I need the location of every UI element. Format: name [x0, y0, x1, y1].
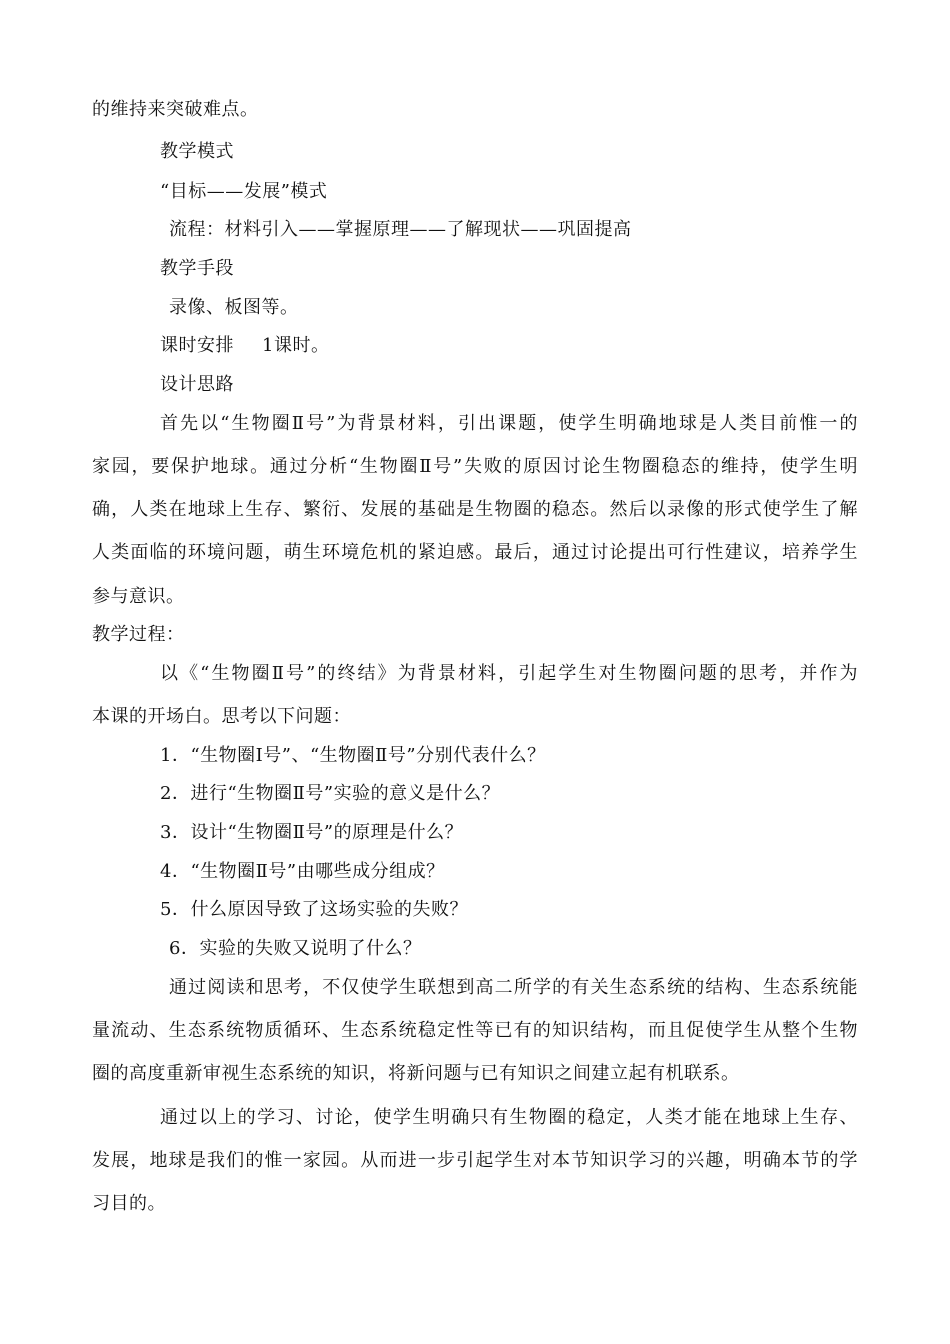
- paragraph-design-line-5: 参与意识。: [92, 586, 185, 607]
- paragraph-design-line-2: 家园，要保护地球。通过分析“生物圈Ⅱ号”失败的原因讨论生物圈稳态的维持，使学生明: [92, 456, 858, 477]
- paragraph-design-line-4: 人类面临的环境问题，萌生环境危机的紧迫感。最后，通过讨论提出可行性建议，培养学生: [92, 542, 858, 563]
- paragraph-design-line-1: 首先以“生物圈Ⅱ号”为背景材料，引出课题，使学生明确地球是人类目前惟一的: [160, 413, 858, 434]
- question-2: 2．进行“生物圈Ⅱ号”实验的意义是什么？: [160, 783, 501, 804]
- heading-teaching-means: 教学手段: [160, 258, 234, 279]
- text-line-means: 录像、板图等。: [169, 297, 299, 318]
- question-1: 1．“生物圈Ⅰ号”、“生物圈Ⅱ号”分别代表什么？: [160, 745, 546, 766]
- question-4: 4．“生物圈Ⅱ号”由哪些成分组成？: [160, 861, 445, 882]
- heading-class-hours: 课时安排: [160, 335, 234, 356]
- paragraph-summary-line-3: 习目的。: [92, 1193, 166, 1214]
- text-line-mode: “目标——发展”模式: [160, 181, 328, 202]
- heading-teaching-mode: 教学模式: [160, 141, 234, 162]
- paragraph-summary-line-1: 通过以上的学习、讨论，使学生明确只有生物圈的稳定，人类才能在地球上生存、: [160, 1107, 858, 1128]
- paragraph-intro-line-1: 以《“生物圈Ⅱ号”的终结》为背景材料，引起学生对生物圈问题的思考，并作为: [160, 663, 858, 684]
- paragraph-summary-line-2: 发展，地球是我们的惟一家园。从而进一步引起学生对本节知识学习的兴趣，明确本节的学: [92, 1150, 858, 1171]
- heading-design-idea: 设计思路: [160, 374, 234, 395]
- question-6: 6．实验的失败又说明了什么？: [169, 938, 422, 959]
- paragraph-reflection-line-1: 通过阅读和思考，不仅使学生联想到高二所学的有关生态系统的结构、生态系统能: [169, 977, 858, 998]
- text-class-hours-value: 1课时。: [262, 335, 330, 356]
- paragraph-reflection-line-3: 圈的高度重新审视生态系统的知识，将新问题与已有知识之间建立起有机联系。: [92, 1063, 740, 1084]
- text-line-1: 的维持来突破难点。: [92, 99, 259, 120]
- question-3: 3．设计“生物圈Ⅱ号”的原理是什么？: [160, 822, 464, 843]
- paragraph-intro-line-2: 本课的开场白。思考以下问题：: [92, 706, 351, 727]
- heading-teaching-process: 教学过程：: [92, 624, 185, 645]
- paragraph-design-line-3: 确，人类在地球上生存、繁衍、发展的基础是生物圈的稳态。然后以录像的形式使学生了解: [92, 499, 858, 520]
- paragraph-reflection-line-2: 量流动、生态系统物质循环、生态系统稳定性等已有的知识结构，而且促使学生从整个生物: [92, 1020, 858, 1041]
- text-line-flow: 流程：材料引入——掌握原理——了解现状——巩固提高: [169, 219, 632, 240]
- question-5: 5．什么原因导致了这场实验的失败？: [160, 899, 468, 920]
